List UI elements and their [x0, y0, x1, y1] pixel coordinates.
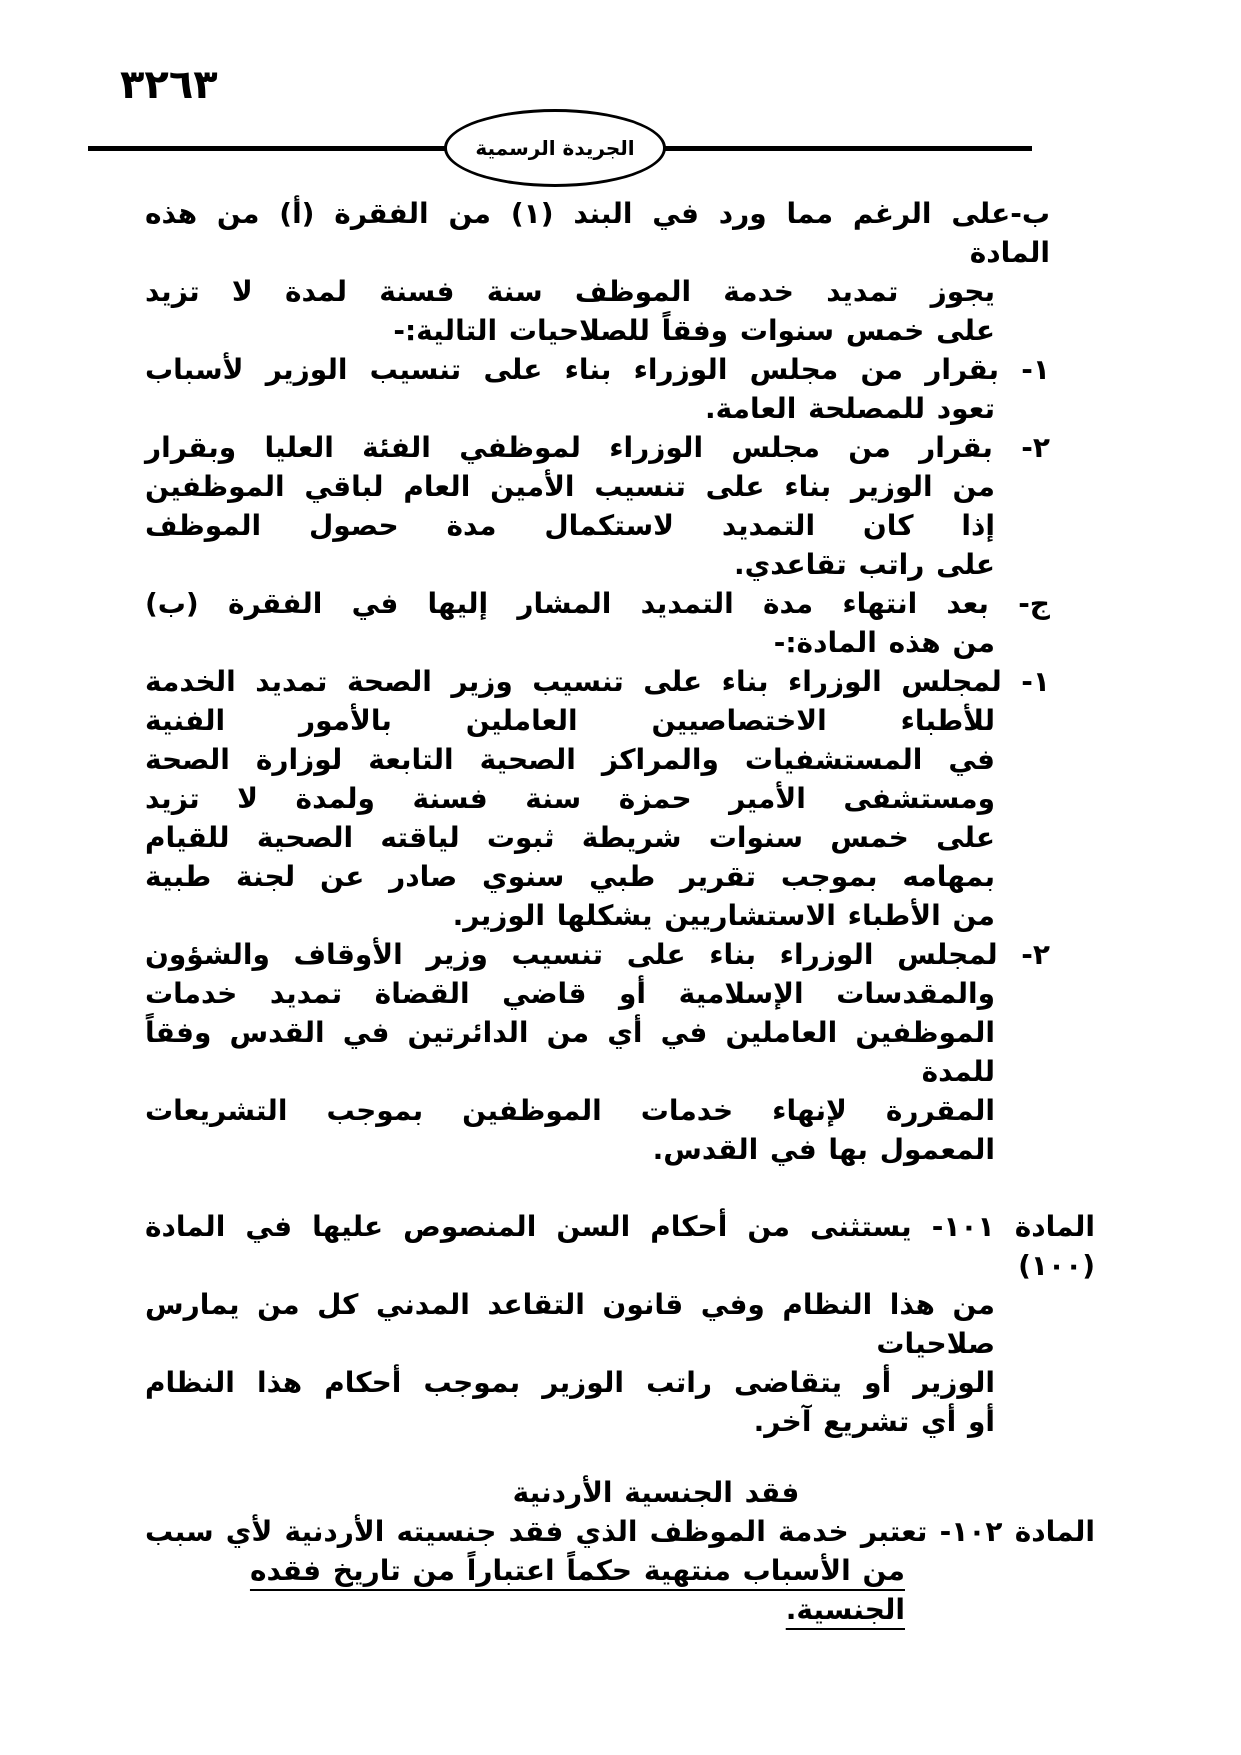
clause-j-item1-line: ومستشفى الأمير حمزة سنة فسنة ولمدة لا تزيد [145, 782, 995, 815]
clause-j-item1-line: ١- لمجلس الوزراء بناء على تنسيب وزير الصحة تمديد الخدمة [145, 665, 1050, 698]
clause-j-item1-line: من الأطباء الاستشاريين يشكلها الوزير. [452, 899, 995, 932]
clause-b-line: ب-على الرغم مما ورد في البند (١) من الفقرة (أ) من هذه المادة [145, 197, 1050, 269]
article-102-line: من الأسباب منتهية حكماً اعتباراً من تاريخ فقده الجنسية. [249, 1554, 905, 1626]
clause-b-item1-line: ١- بقرار من مجلس الوزراء بناء على تنسيب الوزير لأسباب [145, 353, 1050, 386]
clause-j-line: من هذه المادة:- [773, 626, 995, 659]
clause-b-line: على خمس سنوات وفقاً للصلاحيات التالية:- [393, 314, 995, 347]
clause-j-item2-line: الموظفين العاملين في أي من الدائرتين في القدس وفقاً للمدة [145, 1016, 995, 1088]
clause-j-item2-line: والمقدسات الإسلامية أو قاضي القضاة تمديد خدمات [145, 977, 995, 1010]
clause-j-item2-line: المقررة لإنهاء خدمات الموظفين بموجب التشريعات [145, 1094, 995, 1127]
section-heading: فقد الجنسية الأردنية [512, 1476, 800, 1509]
clause-b-item2-line: ٢- بقرار من مجلس الوزراء لموظفي الفئة العليا وبقرار [145, 431, 1050, 464]
clause-b-item2-line: من الوزير بناء على تنسيب الأمين العام لباقي الموظفين [145, 470, 995, 503]
clause-b-item1-line: تعود للمصلحة العامة. [704, 392, 995, 425]
clause-j-item1-line: على خمس سنوات شريطة ثبوت لياقته الصحية للقيام [145, 821, 995, 854]
clause-j-item1-line: في المستشفيات والمراكز الصحية التابعة لوزارة الصحة [145, 743, 995, 776]
article-101-line: أو أي تشريع آخر. [753, 1405, 995, 1438]
article-101-line: من هذا النظام وفي قانون التقاعد المدني كل من يمارس صلاحيات [145, 1288, 995, 1360]
article-101-line: الوزير أو يتقاضى راتب الوزير بموجب أحكام هذا النظام [145, 1366, 995, 1399]
clause-j-line: ج- بعد انتهاء مدة التمديد المشار إليها في الفقرة (ب) [145, 587, 1050, 620]
clause-j-item1-line: بمهامه بموجب تقرير طبي سنوي صادر عن لجنة طبية [145, 860, 995, 893]
clause-j-item2-line: ٢- لمجلس الوزراء بناء على تنسيب وزير الأوقاف والشؤون [145, 938, 1050, 971]
document-body [145, 194, 1095, 1629]
clause-j-item1-line: للأطباء الاختصاصيين العاملين بالأمور الفنية [145, 704, 995, 737]
article-102-line: المادة ١٠٢- تعتبر خدمة الموظف الذي فقد جنسيته الأردنية لأي سبب [145, 1515, 1095, 1548]
clause-b-item2-line: على راتب تقاعدي. [733, 548, 995, 581]
gazette-title-badge [444, 109, 666, 187]
gazette-title: الجريدة الرسمية [475, 136, 635, 160]
clause-b-item2-line: إذا كان التمديد لاستكمال مدة حصول الموظف [145, 509, 995, 542]
clause-b-line: يجوز تمديد خدمة الموظف سنة فسنة لمدة لا تزيد [145, 275, 995, 308]
article-101-line: المادة ١٠١- يستثنى من أحكام السن المنصوص عليها في المادة (١٠٠) [145, 1210, 1095, 1282]
clause-j-item2-line: المعمول بها في القدس. [652, 1133, 995, 1166]
page-number: ٣٢٦٣ [120, 62, 218, 108]
